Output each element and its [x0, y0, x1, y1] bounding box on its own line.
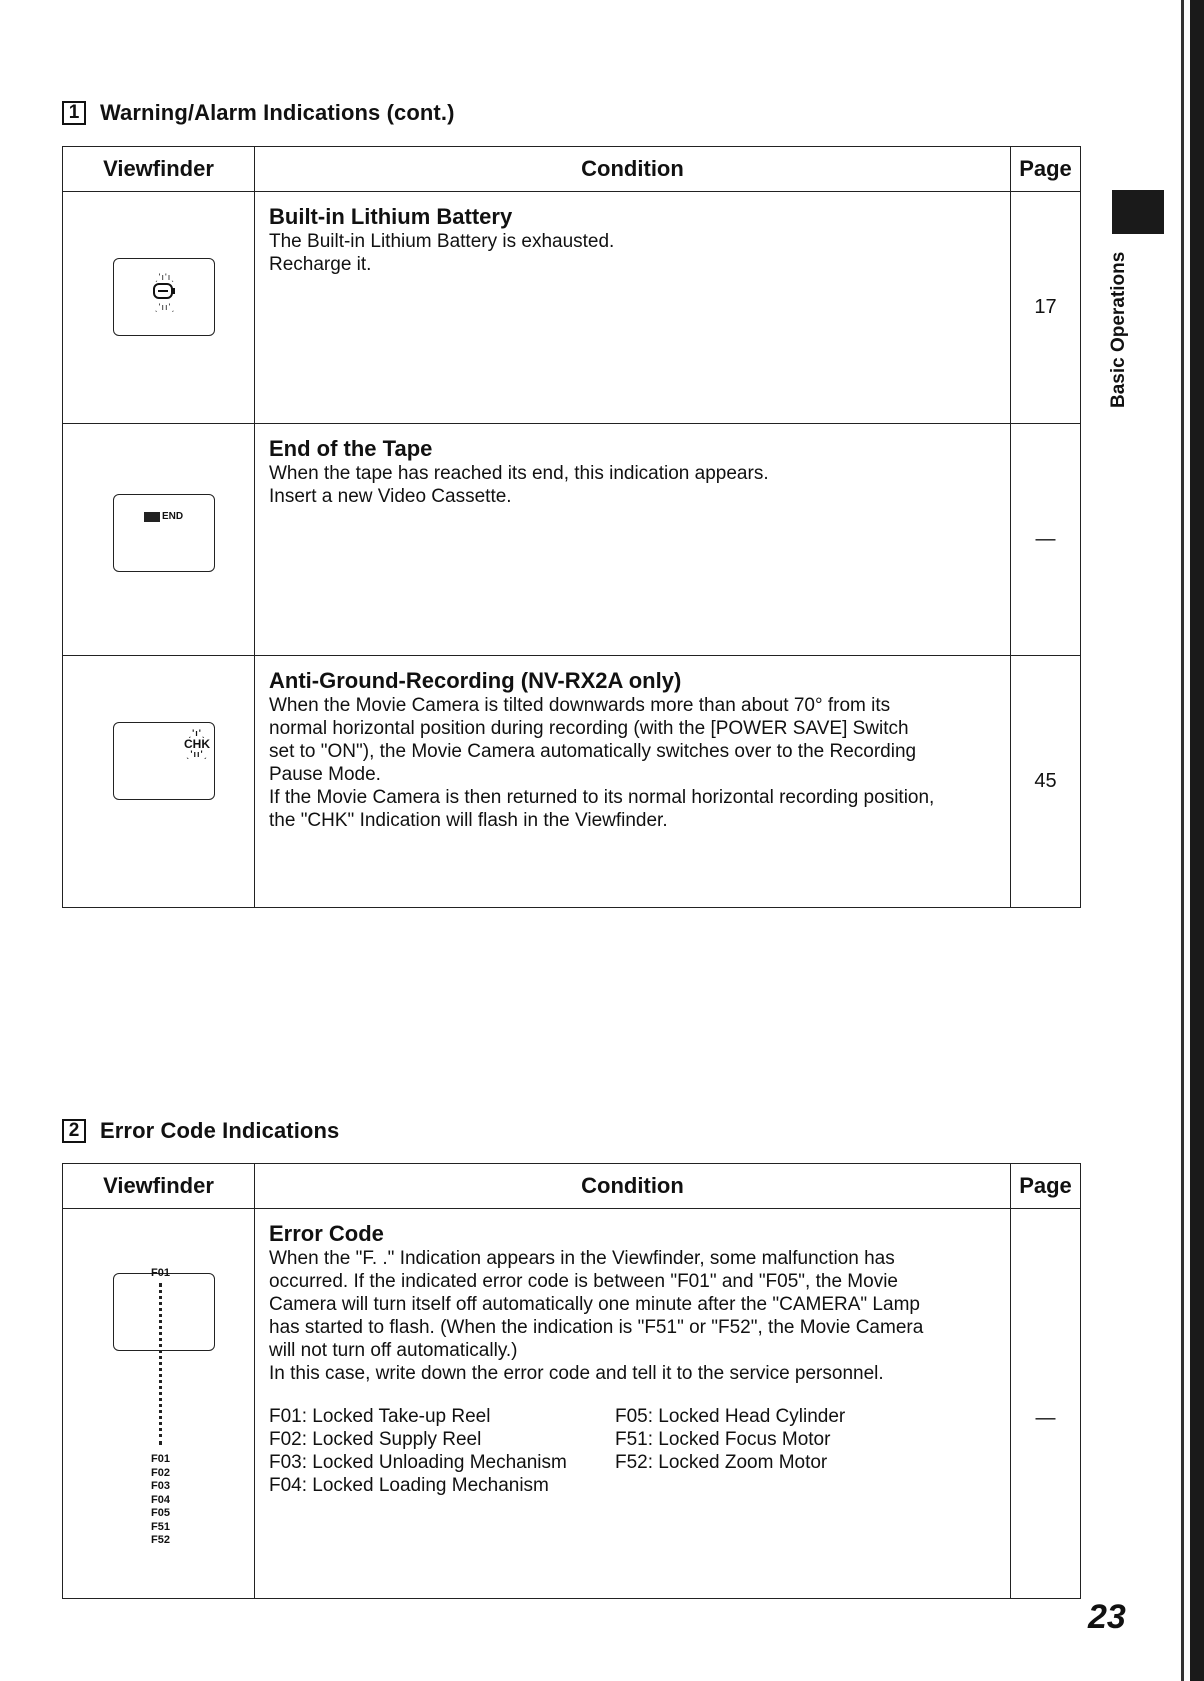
condition-cell — [255, 656, 1011, 908]
error-code-legend — [269, 1405, 996, 1497]
page-edge — [1190, 0, 1204, 1681]
viewfinder-display — [113, 722, 215, 800]
table-row — [63, 192, 1081, 424]
lithium-battery-icon: ˏ'ı'ıˎ ˎ'ıı'ˏ — [154, 272, 176, 312]
condition-cell — [255, 1209, 1011, 1599]
error-code-table — [62, 1163, 1081, 1599]
chk-icon: ˏ'ı'ˎ CHK ˎ'ıı'ˏ — [184, 728, 210, 759]
error-code-column-left — [269, 1405, 615, 1497]
viewfinder-cell — [63, 1209, 255, 1599]
header-viewfinder: Viewfinder — [63, 147, 255, 192]
header-page: Page — [1011, 1164, 1081, 1209]
viewfinder-display — [113, 494, 215, 572]
error-code-item: F03: Locked Unloading Mechanism — [269, 1452, 567, 1473]
table-row — [63, 424, 1081, 656]
viewfinder-display — [113, 1273, 215, 1351]
section-2-title: Error Code Indications — [100, 1118, 340, 1143]
condition-text: When the "F. ." Indication appears in the Viewfinder, some malfunction has occurred. If the indicated error code is between "F01" and "F05", the Movie Camera will turn itself off automatically one minute after the "CAMERA" Lamp has started to flash. (When the indication is "F51" or "F52", the Movie Camera will not turn off automatically.) In this case, write down the error code and tell it to the service personnel. — [269, 1248, 924, 1384]
code-sequence-dots — [159, 1283, 164, 1445]
error-table-header — [63, 1164, 1081, 1209]
tape-end-label: END — [162, 511, 184, 522]
error-code-item: F01: Locked Take-up Reel — [269, 1406, 491, 1427]
error-code-item: F51: Locked Focus Motor — [615, 1429, 831, 1450]
warning-table-header — [63, 147, 1081, 192]
section-1-title: Warning/Alarm Indications (cont.) — [100, 100, 455, 125]
condition-cell — [255, 192, 1011, 424]
page-edge-line — [1181, 0, 1184, 1681]
side-tab-marker — [1112, 190, 1164, 234]
error-code-display: F01 — [151, 1267, 170, 1279]
error-code-item: F02: Locked Supply Reel — [269, 1429, 482, 1450]
table-row — [63, 1209, 1081, 1599]
viewfinder-display — [113, 258, 215, 336]
condition-text: When the Movie Camera is tilted downwards more than about 70° from its normal horizontal position during recording (with the [POWER SAVE] Switch set to "ON"), the Movie Camera automatically switches over to the Recording Pause Mode. If the Movie Camera is then returned to its normal horizontal recording position, the "CHK" Indication will flash in the Viewfinder. — [269, 695, 935, 831]
error-code-column-right — [615, 1405, 885, 1497]
warning-table — [62, 146, 1081, 908]
section-1-heading — [62, 100, 455, 126]
tape-end-icon — [144, 511, 183, 522]
error-code-item: F05: Locked Head Cylinder — [615, 1406, 846, 1427]
error-code-item: F52: Locked Zoom Motor — [615, 1452, 828, 1473]
section-1-number: 1 — [62, 101, 86, 125]
header-page: Page — [1011, 147, 1081, 192]
viewfinder-cell — [63, 424, 255, 656]
chk-label: CHK — [184, 737, 210, 751]
viewfinder-cell — [63, 656, 255, 908]
condition-title: Anti-Ground-Recording (NV-RX2A only) — [269, 668, 682, 693]
condition-title: Built-in Lithium Battery — [269, 204, 513, 229]
condition-text: When the tape has reached its end, this indication appears. Insert a new Video Cassette. — [269, 463, 769, 507]
condition-text: The Built-in Lithium Battery is exhausted. Recharge it. — [269, 231, 615, 275]
condition-title: End of the Tape — [269, 436, 433, 461]
page-ref: 45 — [1011, 656, 1081, 908]
table-row — [63, 656, 1081, 908]
page-number: 23 — [1088, 1598, 1126, 1636]
condition-title: Error Code — [269, 1221, 384, 1246]
page-ref: — — [1011, 1209, 1081, 1599]
error-code-item: F04: Locked Loading Mechanism — [269, 1475, 549, 1496]
side-tab-label: Basic Operations — [1108, 251, 1129, 409]
page-ref: — — [1011, 424, 1081, 656]
page-ref: 17 — [1011, 192, 1081, 424]
header-condition: Condition — [255, 1164, 1011, 1209]
section-2-number: 2 — [62, 1119, 86, 1143]
section-2-heading — [62, 1118, 339, 1144]
header-viewfinder: Viewfinder — [63, 1164, 255, 1209]
condition-cell — [255, 424, 1011, 656]
error-code-list: F01 F02 F03 F04 F05 F51 F52 — [151, 1453, 170, 1546]
viewfinder-cell — [63, 192, 255, 424]
header-condition: Condition — [255, 147, 1011, 192]
